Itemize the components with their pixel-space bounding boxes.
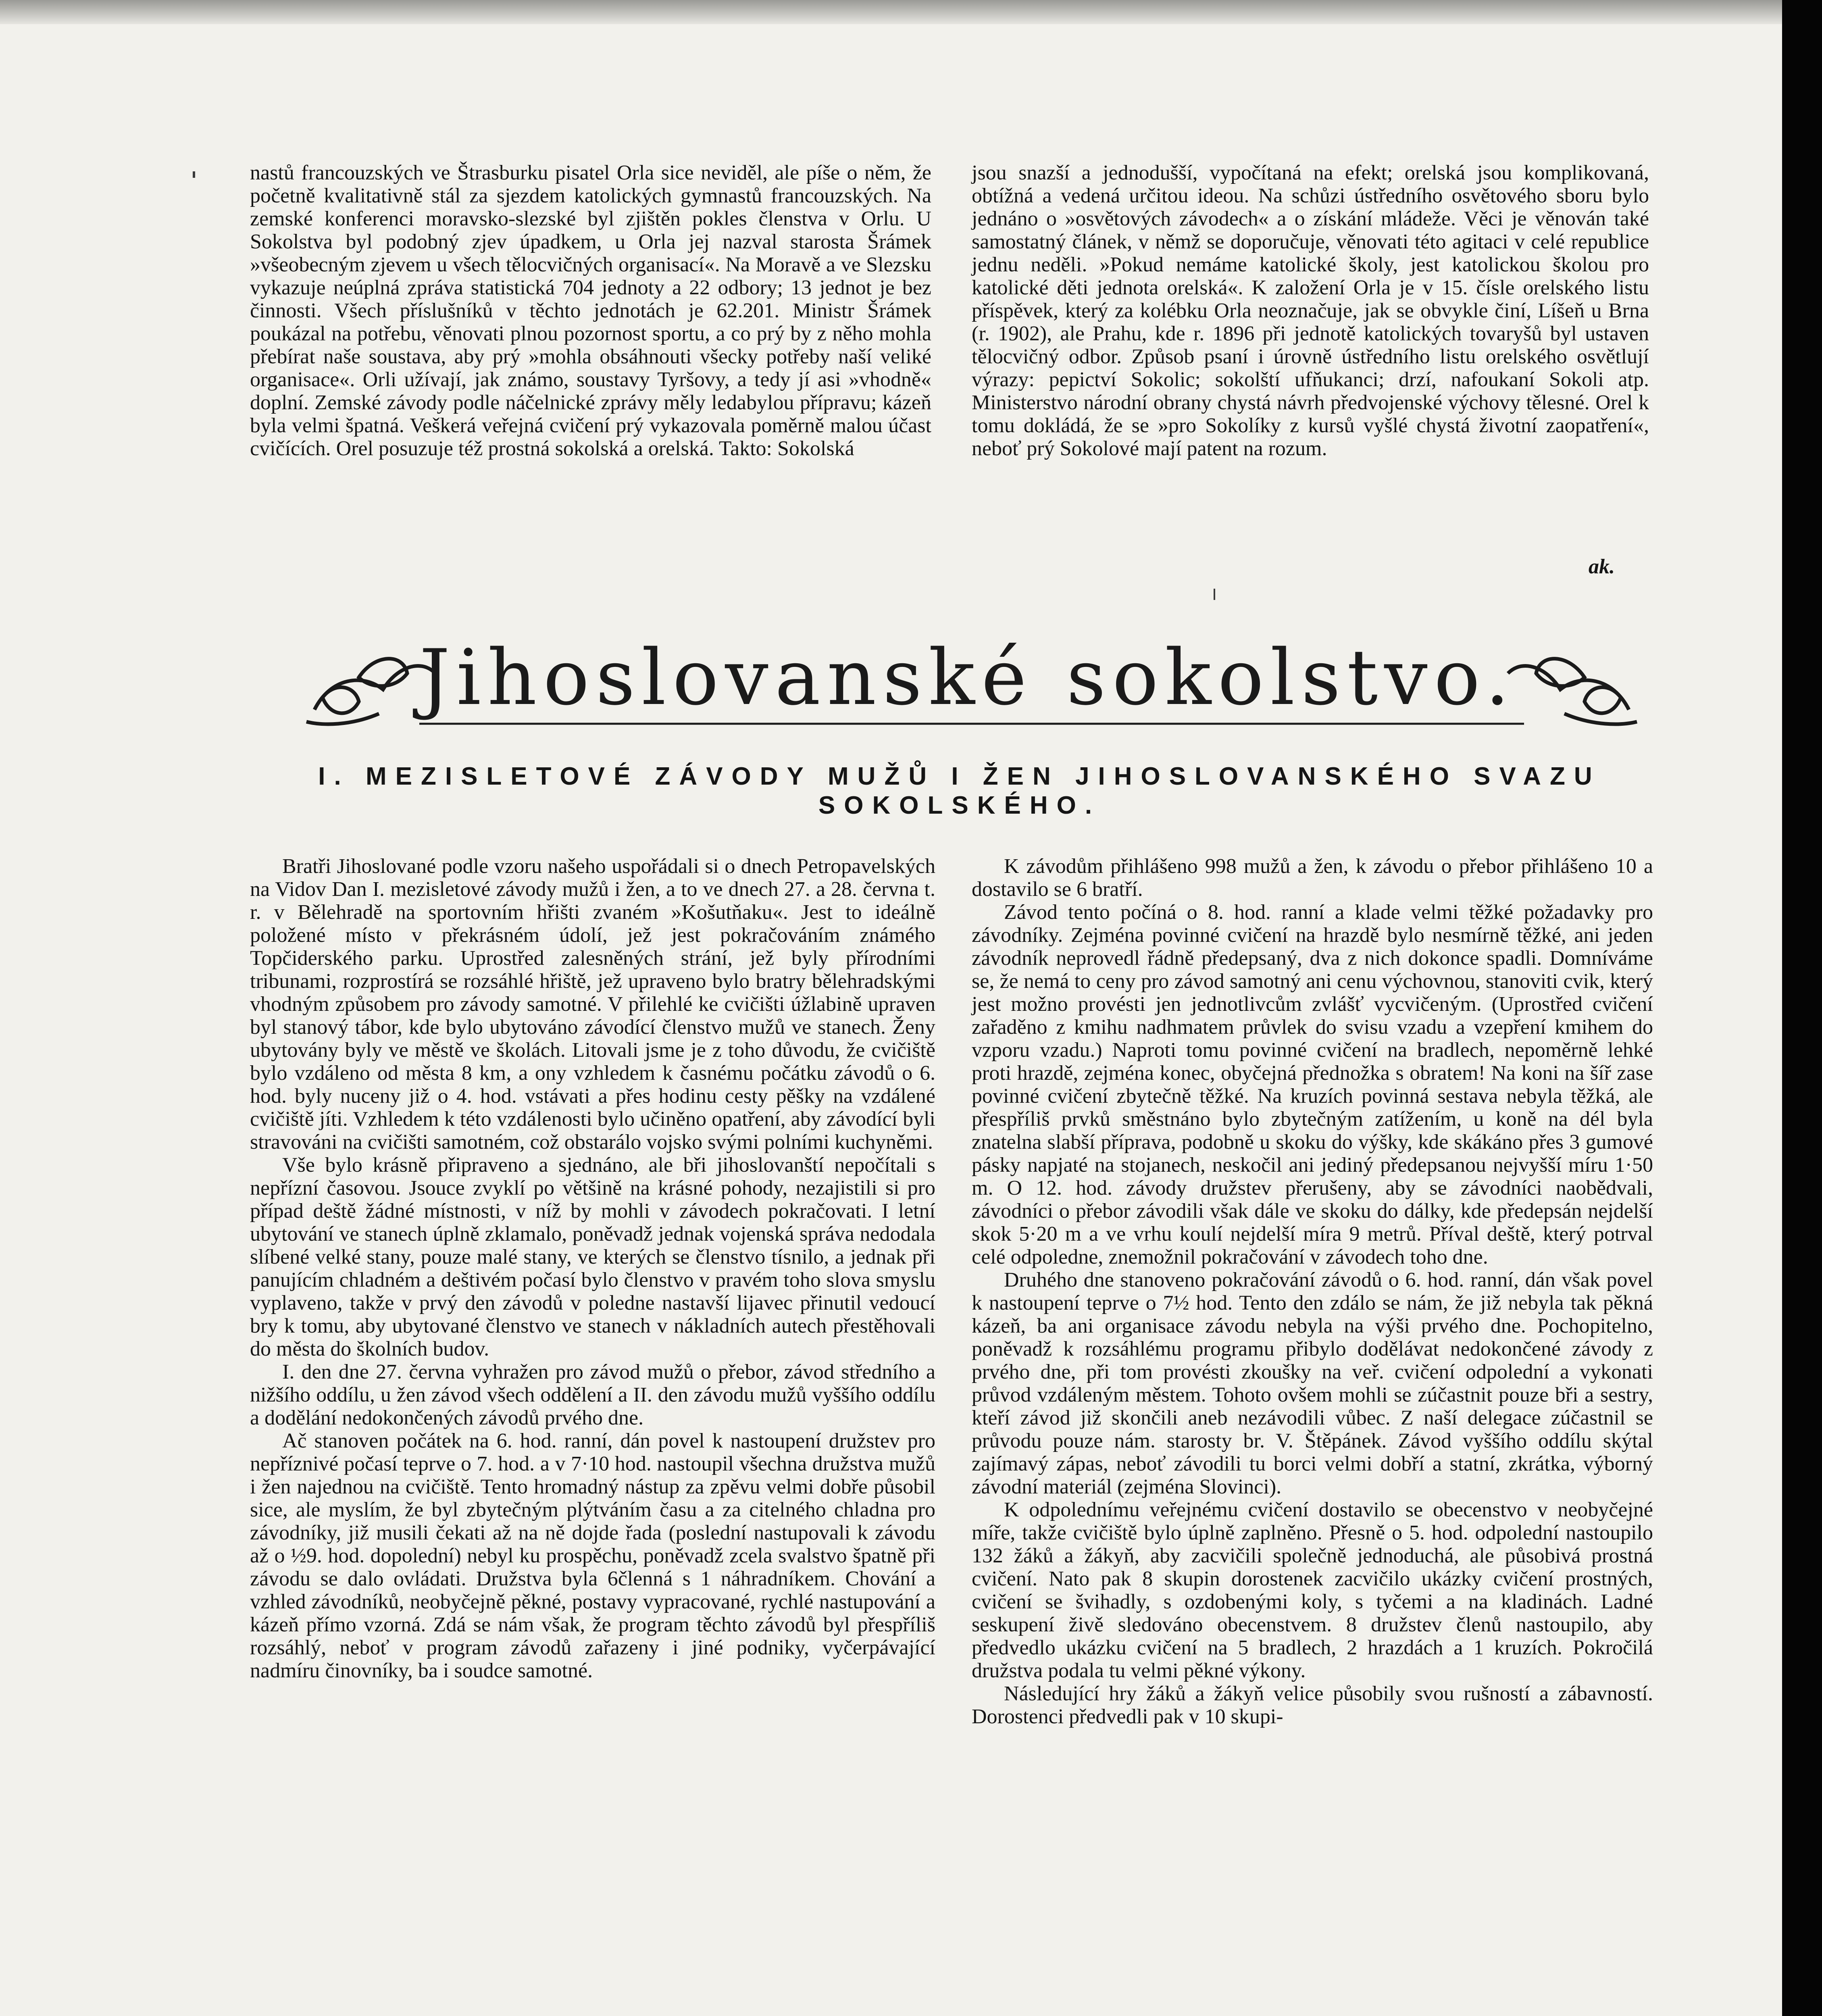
banner-title [419, 633, 1516, 722]
right-paragraph-2: Závod tento počíná o 8. hod. ranní a klade velmi těžké požadavky pro závodníky. Zejména povinné cvičení na hrazdě bylo nesmírně těžké, ani jeden závodník neprovedl řádně předepsaný, dva z nich dokonce spadli. Domníváme se, že nemá to ceny pro závod samotný ani cenu výchovnou, stanoviti cvik, který jest možno provésti jen jednotlivcům zvlášť vycvičeným. (Uprostřed cvičení zařaděno z kmihu nadhmatem průvlek do svisu vzadu a vzepření kmihem do vzporu vzadu.) Naproti tomu povinné cvičení na bradlech, nepoměrně lehké proti hrazdě, zejména konec, obyčejná přednožka s obratem! Na koni na šíř zase povinné cvičení zbytečně těžké. Na kruzích povinná sestava nebyla těžká, ale přespříliš prvků směstnáno bylo zbytečným zatížením, u koně na dél byla znatelna slabší příprava, podobně u skoku do výšky, kde skákáno přes 3 gumové pásky napjaté na stojanech, neskočil ani jediný předepsanou nejvyšší míru 1·50 m. O 12. hod. závody družstev přerušeny, aby se závodníci naobědvali, závodníci o přebor závodili však dále ve skoku do dálky, kde předepsán nejdelší skok 5·20 m a ve vrhu koulí nejdelší míra 9 metrů. Příval deště, který potrval celé odpoledne, znemožnil pokračování v závodech toho dne. [972, 901, 1653, 1268]
right-paragraph-1: K závodům přihlášeno 998 mužů a žen, k závodu o přebor přihlášeno 10 a dostavilo se 6 bratří. [972, 855, 1653, 901]
top-right-paragraph: jsou snazší a jednodušší, vypočítaná na efekt; orelská jsou komplikovaná, obtížná a vedená určitou ideou. Na schůzi ústředního osvětového sboru bylo jednáno o »osvětových závodech« a o získání mládeže. Věci je věnován také samostatný článek, v němž se doporučuje, věnovati této agitaci v celé republice jednu neděli. »Pokud nemáme katolické školy, jest katolickou školou pro katolické děti jednota orelská«. K založení Orla je v 15. čísle orelského listu příspěvek, který za kolébku Orla neoznačuje, jak se obvykle činí, Líšeň u Brna (r. 1902), ale Prahu, kde r. 1896 při jednotě katolických tovaryšů byl ustaven tělocvičný odbor. Způsob psaní i úrovně ústředního listu orelského osvětlují výrazy: pepictví Sokolic; sokolští ufňukanci; drzí, nafoukaní Sokoli atp. Ministerstvo národní obrany chystá návrh předvojenské výchovy tělesné. Orel k tomu dokládá, že se »pro Sokolíky z kursů vyšlé chystá životní zaopatření«, neboť prý Sokolové mají patent na rozum. [972, 161, 1649, 460]
article-subheading-line2: SOKOLSKÉHO. [818, 791, 1101, 819]
right-column [972, 855, 1653, 1728]
banner-title-word1: Jihoslovanské [419, 633, 1033, 722]
right-tendril [1564, 714, 1637, 724]
right-paragraph-4: K odpolednímu veřejnému cvičení dostavilo se obecenstvo v neobyčejné míře, takže cvičiště bylo úplně zaplněno. Přesně o 5. hod. odpolední nastoupilo 132 žáků a žákyň, aby zacvičili společně jednoduchá, ale působivá prostná cvičení. Nato pak 8 skupin dorostenek zacvičilo ukázky cvičení prostných, cvičení se švihadly, s ozdobenými koly, s tyčemi a na kladinách. Ladné seskupení živě sledováno obecenstvem. 8 družstev členů nastoupilo, aby předvedlo ukázku cvičení na 5 bradlech, 2 hrazdách a 1 kruzích. Pokročilá družstva podala tu velmi pěkné výkony. [972, 1498, 1653, 1682]
article-subheading-line1: I. MEZISLETOVÉ ZÁVODY MUŽŮ I ŽEN JIHOSLOVANSKÉHO SVAZU [318, 762, 1601, 790]
left-paragraph-1: Bratři Jihoslované podle vzoru našeho uspořádali si o dnech Petropavelských na Vidov Dan I. mezisletové závody mužů i žen, a to ve dnech 27. a 28. června t. r. v Bělehradě na sportovním hřišti zvaném »Košutňaku«. Jest to ideálně položené místo v překrásném údolí, jež jest pokračováním známého Topčiderského parku. Uprostřed zalesněných strání, jež byly přírodními tribunami, rozprostírá se rozsáhlé hřiště, jež upraveno bylo bratry bělehradskými vhodným způsobem pro závody samotné. V přilehlé ke cvičišti úžlabině upraven byl stanový tábor, kde bylo ubytováno závodící členstvo mužů ve stanech. Ženy ubytovány byly ve městě ve školách. Litovali jsme je z toho důvodu, že cvičiště bylo vzdáleno od města 8 km, a ony vzhledem k časnému počátku závodů o 6. hod. byly nuceny již o 4. hod. vstávati a přes hodinu cesty pěšky na vzdálené cvičiště jíti. Vzhledem k této vzdálenosti bylo učiněno opatření, aby závodící byli stravováni na cvičišti samotném, což obstarálo vojsko svými polními kuchyněmi. [250, 855, 935, 1154]
left-paragraph-4: Ač stanoven počátek na 6. hod. ranní, dán povel k nastoupení družstev pro nepříznivé počasí teprve o 7. hod. a v 7·10 hod. nastoupil všechna družstva mužů i žen najednou na cvičiště. Tento hromadný nástup za zpěvu velmi dobře působil sice, ale myslím, že byl zbytečným plýtváním času a za citelného chladna pro závodníky, již musili čekati až na ně dojde řada (poslední nastupovali k závodu až o ½9. hod. dopolední) nebyl ku prospěchu, poněvadž zcela svalstvo špatně při závodu se dalo ovládati. Družstva byla 6členná s 1 náhradníkem. Chování a vzhled závodníků, neobyčejně pěkné, postavy vypracované, rychlé nastupování a kázeň přímo vzorná. Zdá se nám však, že program těchto závodů byl přespříliš rozsáhlý, neboť v program závodů zařazeny i jiné podniky, vyčerpávající nadmíru činovníky, ba i soudce samotné. [250, 1429, 935, 1682]
left-leaf-1 [323, 687, 359, 713]
scan-speck [193, 171, 195, 178]
scan-right-border [1782, 0, 1822, 2016]
left-paragraph-2: Vše bylo krásně připraveno a sjednáno, ale bři jihoslovanští nepočítali s nepřízní časovou. Jsouce zvyklí po většině na krásné pohody, nezajistili si pro případ deště žádné místnosti, v níž by mohli v závodech pokračovati. I letní ubytování ve stanech úplně zklamalo, poněvadž jednak vojenská správa nedodala slíbené velké stany, pouze malé stany, ve kterých se členstvo tísnilo, a jednak při panujícím chladném a deštivém počasí bylo členstvo v pravém toho slova smyslu vyplaveno, takže v prvý den závodů v poledne nastavší lijavec přinutil vedoucí bry k tomu, aby ubytované členstvo ve stanech v nákladních autech přestěhovali do města do školních budov. [250, 1154, 935, 1360]
scan-top-edge [0, 0, 1782, 24]
top-right-column [972, 161, 1649, 460]
scan-speck [1214, 589, 1215, 600]
right-paragraph-3: Druhého dne stanoveno pokračování závodů o 6. hod. ranní, dán však povel k nastoupení teprve o 7½ hod. Tento den zdálo se nám, že již nebyla tak pěkná kázeň, ba ani organisace závodu nebyla na výši prvého dne. Pochopitelno, poněvadž k rozsáhlému programu přibylo dodělávat nedokončené závody z prvého dne, při tom provésti zkoušky na veř. cvičení odpolední a vykonati průvod vzdáleným městem. Tohoto ovšem mohli se zúčastnit pouze bři a sestry, kteří závod již skončili aneb nezávodili vůbec. Z naší delegace zúčastnil se průvodu pouze nám. starosty br. V. Štěpánek. Závod vyššího oddílu skýtal zajímavý zápas, neboť závodili tu borci velmi dobří a statní, zkrátka, výborný závodní materiál (zejména Slovinci). [972, 1268, 1653, 1498]
top-left-column [250, 161, 931, 460]
right-paragraph-5: Následující hry žáků a žákyň velice působily svou rušností a zábavností. Dorostenci předvedli pak v 10 skupi- [972, 1682, 1653, 1728]
banner-title-word2: sokolstvo. [1066, 633, 1516, 722]
left-tendril [306, 714, 379, 724]
right-leaf-1 [1585, 687, 1621, 713]
left-paragraph-3: I. den dne 27. června vyhražen pro závod mužů o přebor, závod středního a nižšího oddílu, u žen závod všech oddělení a II. den závodu mužů vyššího oddílu a dodělání nedokončených závodů prvého dne. [250, 1360, 935, 1429]
left-column [250, 855, 935, 1682]
signature: ak. [1589, 555, 1615, 578]
top-left-paragraph: nastů francouzských ve Štrasburku pisatel Orla sice neviděl, ale píše o něm, že početně kvalitativně stál za sjezdem katolických gymnastů francouzských. Na zemské konferenci moravsko-slezské byl zjištěn pokles členstva v Orlu. U Sokolstva byl podobný zjev úpadkem, u Orla jej nazval starosta Šrámek »všeobecným zjevem u všech tělocvičných organisací«. Na Moravě a ve Slezsku vykazuje neúplná zpráva statistická 704 jednoty a 22 odbory; 13 jednot je bez činnosti. Všech příslušníků v těchto jednotách je 62.201. Ministr Šrámek poukázal na potřebu, věnovati plnou pozornost sportu, a co prý by z něho mohla přebírat naše soustava, aby prý »mohla obsáhnouti všecky potřeby naší veliké organisace«. Orli užívají, jak známo, soustavy Tyršovy, a tedy jí asi »vhodně« doplní. Zemské závody podle náčelnické zprávy měly ledabylou přípravu; kázeň byla velmi špatná. Veškerá veřejná cvičení prý vykazovala poměrně malou účast cvičících. Orel posuzuje též prostná sokolská a orelská. Takto: Sokolská [250, 161, 931, 460]
section-banner [298, 629, 1645, 734]
